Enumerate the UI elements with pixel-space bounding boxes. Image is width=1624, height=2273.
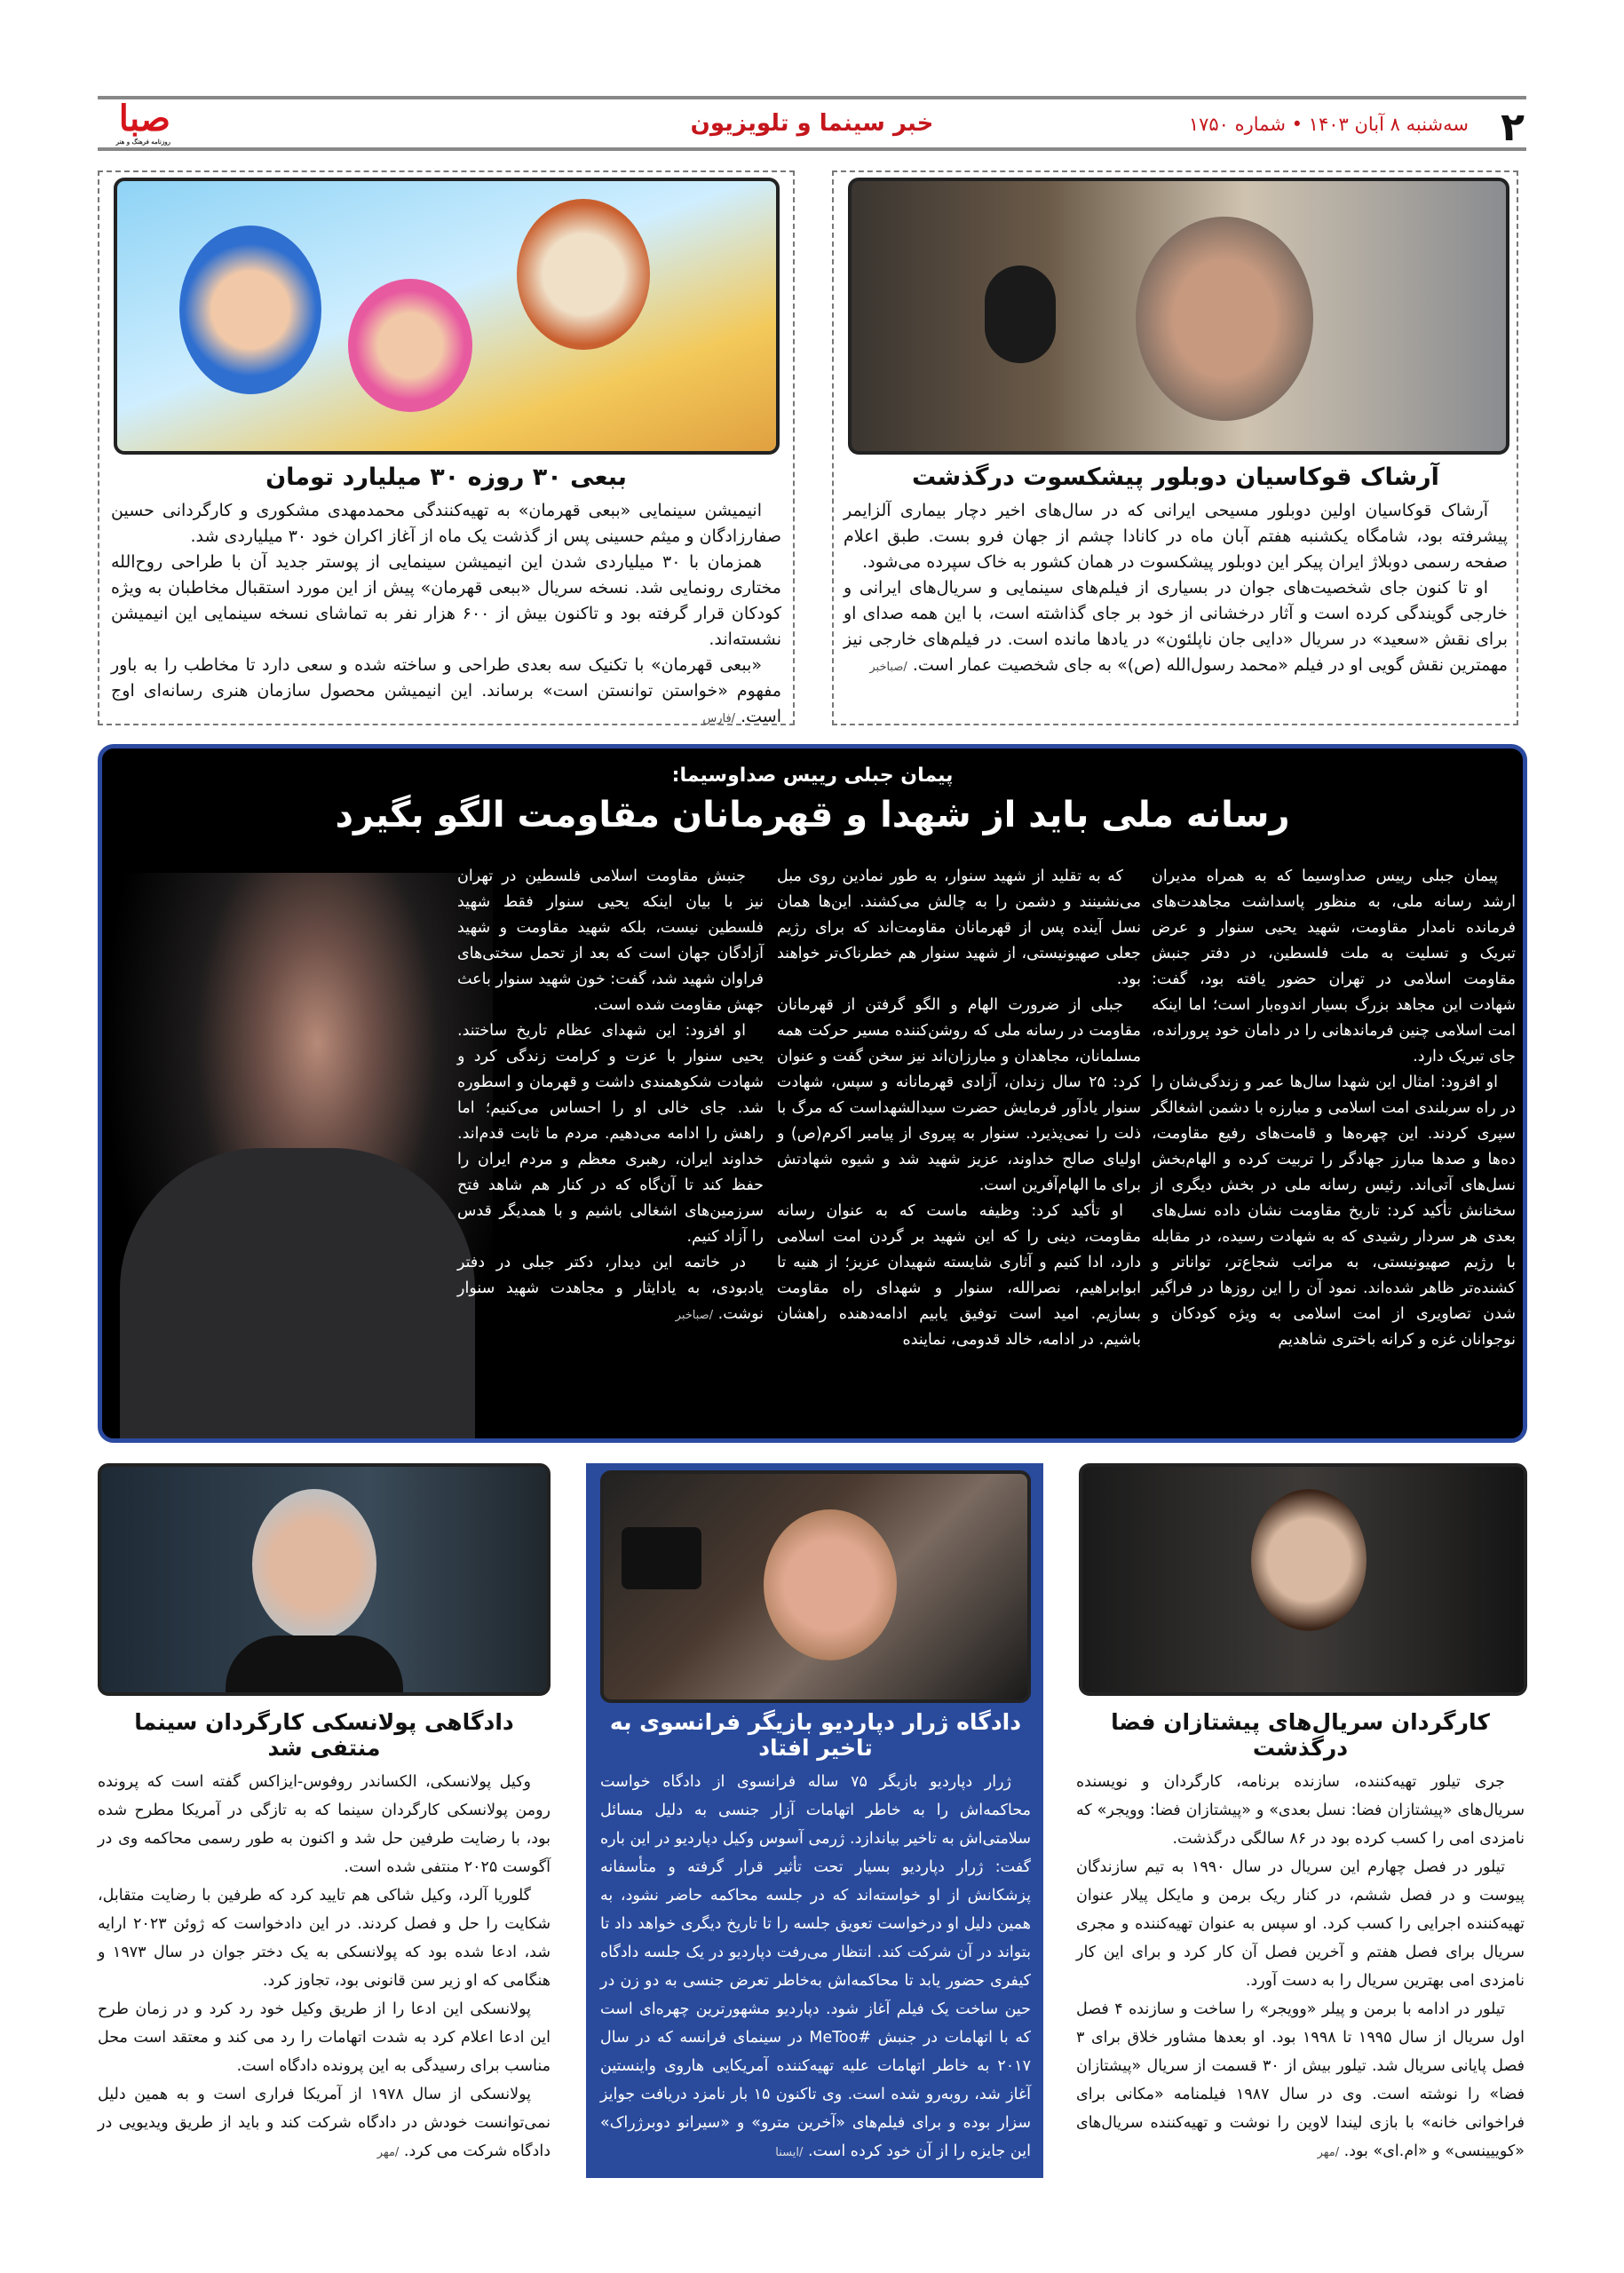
portrait-face [1251,1489,1367,1631]
camera-icon [622,1527,701,1589]
suit-shape [120,1148,475,1443]
photo-peyman-jebelli [102,873,493,1441]
headline: کارگردان سریال‌های پیشتازان فضا درگذشت [1111,1709,1490,1761]
source-credit: /ایسنا [775,2146,804,2159]
paragraph: پیمان جبلی رییس صداوسیما که به همراه مدیران ارشد رسانه ملی، به منظور پاسداشت مجاهدت‌های فرمانده نامدار مقاومت، شهید یحیی سنوار و عرض تبریک و تسلیت به ملت فلسطین، در دفتر جنبش مقاومت اسلامی در تهران حضور یافته بود، گفت: شهادت این مجاهد بزرگ بسیار اندوه‌بار است؛ اما اینکه امت اسلامی چنین فرماندهانی را در دامان خود پرورانده، جای تبریک دارد. [1152,867,1516,1065]
paragraph: تیلور در فصل چهارم این سریال در سال ۱۹۹۰ به تیم سازندگان پیوست و در فصل ششم، در کنار ریک برمن و مایکل پیلار عنوان تهیه‌کننده اجرایی را کسب کرد. او سپس به عنوان تهیه‌کننده و مجری سریال برای فصل هفتم و آخرین فصل آن کار کرد و برای این کار نامزدی امی بهترین سریال را به دست آورد. [1076,1858,1525,1990]
poster-babai-ghahreman [114,178,780,455]
logo-text: صبا [118,98,170,139]
paragraph: او تا کنون جای شخصیت‌های جوان در بسیاری از فیلم‌های سینمایی و سریال‌های ایرانی و خارجی گویندگی کرده است و آثار درخشانی از خود بر جای گذاشته است، با این همه صدای او برای نقش «سعید» در سریال «دایی جان ناپلئون» در یادها مانده است. در فیلم‌های خارجی نیز مهمترین نقش گویی او در فیلم «محمد رسول‌الله (ص)» به جای شخصیت عمار است. /صباخبر [844,578,1508,675]
headline: دادگاهی پولانسکی کارگردان سینما منتفی شد [134,1709,514,1761]
paragraph: در خاتمه این دیدار، دکتر جبلی در دفتر یادبودی، به یادایثار و مجاهدت شهید سنوار نوشت. /صباخبر [457,1254,764,1323]
feature-article-box [98,744,1527,1443]
character-sheep [517,199,650,350]
headline: ببعی ۳۰ روزه ۳۰ میلیارد تومان [265,463,627,491]
photo-roman-polanski [98,1463,551,1696]
issue-date: سه‌شنبه ۸ آبان ۱۴۰۳ • شماره ۱۷۵۰ [1188,114,1469,135]
paragraph: آرشاک قوکاسیان اولین دوبلور مسیحی ایرانی که در سال‌های اخیر دچار بیماری آلزایمر پیشرفته بود، شامگاه یکشنبه هفتم آبان ماه در کانادا چشم از جهان فرو بست. طبق اعلام صفحه رسمی دوبلاژ ایران پیکر این دوبلور پیشکسوت در همان کشور به خاک سپرده می‌شود. [844,501,1508,572]
paragraph: جبلی از ضرورت الهام و الگو گرفتن از قهرمانان مقاومت در رسانه ملی که روشن‌کننده مسیر حرکت همه مسلمانان، مجاهدان و مبارزان‌اند نیز سخن گفت و عنوان کرد: ۲۵ سال زندان، آزادی قهرمانانه و سپس، شهادت سنوار یادآور فرمایش حضرت سیدالشهداست که مرگ با ذلت را نمی‌پذیرد. سنوار به پیروی از پیامبر اکرم(ص) و اولیای صالح خداوند، عزیز شهید شد و شیوه شهادتش برای ما الهام‌آفرین است. [777,996,1141,1194]
paragraph: او افزود: این شهدای عظام تاریخ ساختند. یحیی سنوار با عزت و کرامت زندگی کرد و شهادت شکوهمندی داشت و قهرمان و اسطوره شد. جای خالی او را احساس می‌کنیم؛ اما راهش را ادامه می‌دهیم. مردم ما ثابت قدم‌اند. خداوند ایران، رهبری معظم و مردم ایران را حفظ کند تا آن‌گاه که در کنار هم شاهد فتح سرزمین‌های اشغالی باشیم و با همدیگر قدس را آزاد کنیم. [457,1022,764,1246]
article-top-left [111,463,781,732]
paragraph: همزمان با ۳۰ میلیاردی شدن این انیمیشن سینمایی از پوستر جدید آن با طراحی روح‌الله مختاری رونمایی شد. نسخه سریال «ببعی قهرمان» پیش از این مورد استقبال مخاطبان به ویژه کودکان قرار گرفته بود و تاکنون بیش از ۶۰۰ هزار نفر به تماشای نسخه سینمایی این انیمیشن نشسته‌اند. [111,552,781,649]
paragraph: او تأکید کرد: وظیفه ماست که به عنوان رسانه مقاومت، دینی را که این شهید بر گردن امت اسلامی دارد، ادا کنیم و آثاری شایسته شهیدان عزیز؛ از هنیه تا ابوابراهیم، نصرالله، سنوار و شهدای راه مقاومت بسازیم. امید است توفیق یابیم ادامه‌دهنده راهشان باشیم. در ادامه، خالد قدومی، نماینده [777,1202,1141,1349]
feature-column-1 [1152,864,1516,1353]
paragraph: انیمیشن سینمایی «ببعی قهرمان» به تهیه‌کنندگی محمدمهدی مشکوری و کارگردانی حسین صفارزادگان و میثم حسینی پس از گذشت یک ماه از آغاز اکران خود ۳۰ میلیاردی شد. [111,501,781,546]
character-pink-hair [348,279,472,412]
article-bottom-middle [600,1709,1031,2167]
paragraph: وکیل پولانسکی، الکساندر روفوس-ایزاکس گفته است که پرونده رومن پولانسکی کارگردان سینما که به تازگی در آمریکا مطرح شده بود، با رضایت طرفین حل شد و اکنون به طور رسمی محاکمه وی در آگوست ۲۰۲۵ منتفی شده است. [98,1773,551,1876]
article-top-right [844,463,1508,680]
source-credit: /صباخبر [869,661,907,674]
suit-shape [226,1635,403,1696]
portrait-face [1136,217,1313,421]
photo-arshak-ghukasian [848,178,1509,455]
paragraph: ژرار دپاردیو بازیگر ۷۵ ساله فرانسوی از دادگاه خواست محاکمه‌اش را به خاطر اتهامات آزار جنسی به دلیل مسائل سلامتی‌اش به تاخیر بیاندازد. ژرمی آسوس وکیل دپاردیو در این باره گفت: ژرار دپاردیو بسیار تحت تأثیر قرار گرفته و متأسفانه پزشکانش از او خواسته‌اند که در جلسه محاکمه حاضر نشود، به همین دلیل او درخواست تعویق جلسه را تا تاریخ دیگری خواهد داد تا بتواند در آن شرکت کند. انتظار می‌رفت دپاردیو در یک جلسه دادگاه کیفری حضور یابد تا محاکمه‌اش به‌خاطر تعرض جنسی به دو زن در حین ساخت یک فیلم آغاز شود. دپاردیو مشهورترین چهره‌ای است که با اتهامات در جنبش #MeToo در سینمای فرانسه که در سال ۲۰۱۷ به خاطر اتهامات علیه تهیه‌کننده آمریکایی هاروی واینستین آغاز شد، روبه‌رو شده است. وی تاکنون ۱۵ بار نامزد دریافت جوایز سزار بوده و برای فیلم‌های «آخرین مترو» و «سیرانو دوبرژراک» این جایزه را از آن خود کرده است. /ایسنا [600,1773,1031,2160]
source-credit: /فارس [702,712,736,725]
portrait-face [252,1489,376,1640]
microphone-icon [985,265,1056,363]
headline: آرشاک قوکاسیان دوبلور پیشکسوت درگذشت [912,463,1439,491]
paragraph: که به تقلید از شهید سنوار، به طور نمادین روی مبل می‌نشینند و دشمن را به چالش می‌کشند. این‌ها همان نسل آینده پس از قهرمانان مقاومت‌اند که برای رژیم جعلی صهیونیستی، از شهید سنوار هم خطرناک‌تر خواهند بود. [777,867,1141,988]
article-bottom-right [1076,1709,1525,2167]
paragraph: جنبش مقاومت اسلامی فلسطین در تهران نیز با بیان اینکه یحیی سنوار فقط شهید فلسطین نیست، بلکه شهید مقاومت و شهید آزادگان جهان است که بعد از تحمل سختی‌های فراوان شهید شد، گفت: خون شهید سنوار باعث جهش مقاومت شده است. [457,867,764,1014]
source-credit: /مهر [376,2146,400,2159]
paragraph: تیلور در ادامه با برمن و پیلر «وویجر» را ساخت و سازنده ۴ فصل اول سریال از سال ۱۹۹۵ تا ۱۹۹۸ بود. او بعدها مشاور خلاق برای ۳ فصل پایانی سریال شد. تیلور بیش از ۳۰ قسمت از سریال «پیشتازان فضا» را نوشته است. وی در سال ۱۹۸۷ فیلمنامه «مکانی برای فراخوانی خانه» با بازی لیندا لاوین را نوشت و تهیه‌کننده سریال‌های «کوییینسی» و «ام.ای» بود. /مهر [1076,2000,1525,2160]
headline: دادگاه ژرار دپاردیو بازیگر فرانسوی به تاخیر افتاد [609,1709,1022,1761]
photo-jeri-taylor [1079,1463,1527,1696]
newspaper-logo [99,99,170,144]
feature-column-2 [777,864,1141,1353]
feature-headline: رسانه ملی باید از شهدا و قهرمانان مقاومت الگو بگیرد [335,795,1290,836]
paragraph: پولانسکی از سال ۱۹۷۸ از آمریکا فراری است و به همین دلیل نمی‌توانست خودش در دادگاه شرکت کند و باید از طریق ویدیویی در دادگاه شرکت می کرد. /مهر [98,2086,551,2160]
feature-column-3 [457,864,764,1328]
paragraph: گلوریا آلرد، وکیل شاکی هم تایید کرد که طرفین با رضایت متقابل، شکایت را حل و فصل کردند. در این دادخواست که ژوئن ۲۰۲۳ ارایه شد، ادعا شده بود که پولانسکی به یک دختر جوان در سال ۱۹۷۳ و هنگامی که او زیر سن قانونی بود، تجاوز کرد. [98,1887,551,1990]
section-title: خبر سینما و تلویزیون [690,110,934,137]
page-number: ۲ [1501,105,1525,150]
photo-gerard-depardieu [600,1470,1031,1703]
paragraph: او افزود: امثال این شهدا سال‌ها عمر و زندگی‌شان را در راه سربلندی امت اسلامی و مبارزه با دشمن اشغالگر سپری کردند. این چهره‌ها و قامت‌های رفیع مقاومت، ده‌ها و صدها مبارز جهادگر را تربیت کرده و الهام‌بخش نسل‌های آتی‌اند. رئیس رسانه ملی در بخش دیگری از سخنانش تأکید کرد: تاریخ مقاومت نشان داده نسل‌های بعدی هر سردار رشیدی که به شهادت رسیده، در مقابله با رژیم صهیونیستی، به مراتب شجاع‌تر، تواناتر و کشنده‌تر ظاهر شده‌اند. نمود آن را این روزها در فراگیر شدن تصاویری از امت اسلامی به ویژه کودکان و نوجوانان غزه و کرانه باختری شاهدیم [1152,1073,1516,1349]
portrait-face [764,1509,897,1660]
source-credit: /مهر [1317,2146,1340,2159]
source-credit: /صباخبر [675,1309,714,1322]
logo-tagline: روزنامه فرهنگ و هنر [115,138,170,146]
paragraph: «ببعی قهرمان» با تکنیک سه بعدی طراحی و ساخته شده و سعی دارد تا مخاطب را به باور مفهوم «خواستن توانستن است» برساند. این انیمیشن محصول سازمان هنری رسانه‌ای اوج است. /فارس [111,655,781,726]
article-bottom-left [98,1709,551,2167]
paragraph: جری تیلور تهیه‌کننده، سازنده برنامه، کارگردان و نویسنده سریال‌های «پیشتازان فضا: نسل بعدی» و «پیشتازان فضا: وویجر» که نامزدی امی را کسب کرده بود در ۸۶ سالگی درگذشت. [1076,1773,1525,1848]
header-top-rule [98,96,1526,99]
feature-kicker: پیمان جبلی رییس صداوسیما: [671,764,954,787]
paragraph: پولانسکی این ادعا را از طریق وکیل خود رد کرد و در زمان طرح این ادعا اعلام کرد به شدت اتهامات را رد می کند و معتقد است محل مناسب برای رسیدگی به این پرونده دادگاه است. [98,2000,551,2075]
header-bottom-rule [98,147,1526,151]
character-blue-hair [179,226,321,394]
